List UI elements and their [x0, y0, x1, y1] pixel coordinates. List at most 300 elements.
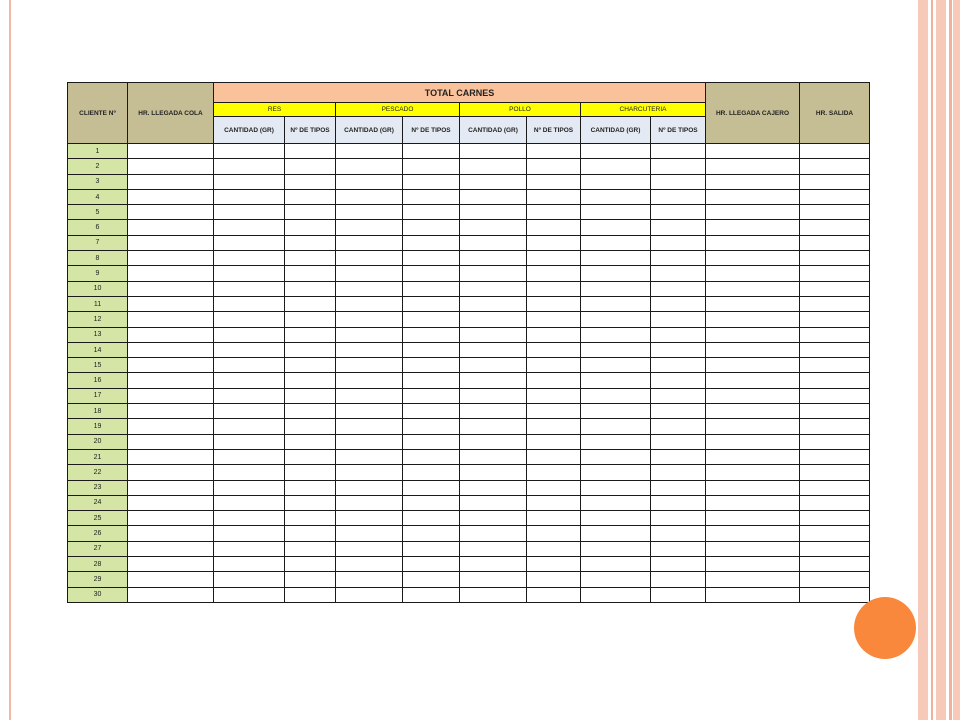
entry-cell[interactable]: [214, 342, 285, 357]
entry-cell[interactable]: [581, 144, 651, 159]
entry-cell[interactable]: [581, 572, 651, 587]
entry-cell[interactable]: [336, 572, 403, 587]
entry-cell[interactable]: [128, 174, 214, 189]
entry-cell[interactable]: [336, 144, 403, 159]
entry-cell[interactable]: [285, 358, 336, 373]
entry-cell[interactable]: [581, 358, 651, 373]
entry-cell[interactable]: [214, 174, 285, 189]
entry-cell[interactable]: [460, 541, 527, 556]
entry-cell[interactable]: [285, 404, 336, 419]
entry-cell[interactable]: [527, 541, 581, 556]
entry-cell[interactable]: [336, 312, 403, 327]
entry-cell[interactable]: [336, 465, 403, 480]
entry-cell[interactable]: [527, 388, 581, 403]
entry-cell[interactable]: [706, 159, 800, 174]
entry-cell[interactable]: [800, 312, 870, 327]
entry-cell[interactable]: [214, 557, 285, 572]
entry-cell[interactable]: [527, 342, 581, 357]
entry-cell[interactable]: [651, 327, 706, 342]
entry-cell[interactable]: [214, 434, 285, 449]
entry-cell[interactable]: [336, 480, 403, 495]
entry-cell[interactable]: [214, 358, 285, 373]
entry-cell[interactable]: [706, 434, 800, 449]
entry-cell[interactable]: [651, 174, 706, 189]
entry-cell[interactable]: [285, 296, 336, 311]
entry-cell[interactable]: [336, 266, 403, 281]
entry-cell[interactable]: [651, 587, 706, 602]
entry-cell[interactable]: [336, 404, 403, 419]
entry-cell[interactable]: [581, 404, 651, 419]
entry-cell[interactable]: [706, 266, 800, 281]
entry-cell[interactable]: [800, 144, 870, 159]
entry-cell[interactable]: [214, 495, 285, 510]
entry-cell[interactable]: [336, 327, 403, 342]
entry-cell[interactable]: [581, 189, 651, 204]
entry-cell[interactable]: [706, 572, 800, 587]
entry-cell[interactable]: [651, 144, 706, 159]
entry-cell[interactable]: [460, 526, 527, 541]
entry-cell[interactable]: [285, 205, 336, 220]
entry-cell[interactable]: [403, 312, 460, 327]
entry-cell[interactable]: [403, 189, 460, 204]
entry-cell[interactable]: [403, 342, 460, 357]
entry-cell[interactable]: [581, 174, 651, 189]
entry-cell[interactable]: [403, 159, 460, 174]
entry-cell[interactable]: [285, 419, 336, 434]
entry-cell[interactable]: [527, 419, 581, 434]
entry-cell[interactable]: [706, 511, 800, 526]
entry-cell[interactable]: [800, 266, 870, 281]
entry-cell[interactable]: [285, 572, 336, 587]
entry-cell[interactable]: [403, 465, 460, 480]
entry-cell[interactable]: [800, 251, 870, 266]
entry-cell[interactable]: [336, 205, 403, 220]
entry-cell[interactable]: [336, 189, 403, 204]
entry-cell[interactable]: [285, 312, 336, 327]
entry-cell[interactable]: [285, 388, 336, 403]
entry-cell[interactable]: [651, 251, 706, 266]
entry-cell[interactable]: [651, 388, 706, 403]
entry-cell[interactable]: [800, 205, 870, 220]
entry-cell[interactable]: [527, 296, 581, 311]
entry-cell[interactable]: [403, 434, 460, 449]
entry-cell[interactable]: [285, 281, 336, 296]
entry-cell[interactable]: [128, 159, 214, 174]
entry-cell[interactable]: [285, 266, 336, 281]
entry-cell[interactable]: [128, 251, 214, 266]
entry-cell[interactable]: [128, 541, 214, 556]
entry-cell[interactable]: [336, 220, 403, 235]
entry-cell[interactable]: [527, 404, 581, 419]
entry-cell[interactable]: [285, 465, 336, 480]
entry-cell[interactable]: [128, 205, 214, 220]
entry-cell[interactable]: [285, 495, 336, 510]
entry-cell[interactable]: [800, 434, 870, 449]
entry-cell[interactable]: [581, 281, 651, 296]
entry-cell[interactable]: [651, 220, 706, 235]
entry-cell[interactable]: [581, 266, 651, 281]
entry-cell[interactable]: [706, 312, 800, 327]
entry-cell[interactable]: [460, 511, 527, 526]
entry-cell[interactable]: [651, 465, 706, 480]
entry-cell[interactable]: [527, 587, 581, 602]
entry-cell[interactable]: [651, 541, 706, 556]
entry-cell[interactable]: [460, 296, 527, 311]
entry-cell[interactable]: [285, 526, 336, 541]
entry-cell[interactable]: [403, 266, 460, 281]
entry-cell[interactable]: [336, 296, 403, 311]
entry-cell[interactable]: [581, 419, 651, 434]
entry-cell[interactable]: [527, 312, 581, 327]
entry-cell[interactable]: [651, 511, 706, 526]
entry-cell[interactable]: [460, 480, 527, 495]
entry-cell[interactable]: [128, 266, 214, 281]
entry-cell[interactable]: [706, 404, 800, 419]
entry-cell[interactable]: [651, 572, 706, 587]
entry-cell[interactable]: [706, 205, 800, 220]
entry-cell[interactable]: [336, 419, 403, 434]
entry-cell[interactable]: [651, 159, 706, 174]
entry-cell[interactable]: [460, 557, 527, 572]
entry-cell[interactable]: [651, 235, 706, 250]
entry-cell[interactable]: [403, 144, 460, 159]
entry-cell[interactable]: [651, 358, 706, 373]
entry-cell[interactable]: [800, 541, 870, 556]
entry-cell[interactable]: [581, 159, 651, 174]
entry-cell[interactable]: [128, 434, 214, 449]
entry-cell[interactable]: [460, 281, 527, 296]
entry-cell[interactable]: [128, 388, 214, 403]
entry-cell[interactable]: [527, 205, 581, 220]
entry-cell[interactable]: [285, 557, 336, 572]
entry-cell[interactable]: [336, 587, 403, 602]
entry-cell[interactable]: [214, 404, 285, 419]
entry-cell[interactable]: [285, 251, 336, 266]
entry-cell[interactable]: [214, 449, 285, 464]
entry-cell[interactable]: [128, 220, 214, 235]
entry-cell[interactable]: [214, 189, 285, 204]
entry-cell[interactable]: [285, 449, 336, 464]
entry-cell[interactable]: [460, 144, 527, 159]
entry-cell[interactable]: [651, 205, 706, 220]
entry-cell[interactable]: [285, 434, 336, 449]
entry-cell[interactable]: [214, 281, 285, 296]
entry-cell[interactable]: [800, 449, 870, 464]
entry-cell[interactable]: [651, 495, 706, 510]
entry-cell[interactable]: [214, 159, 285, 174]
entry-cell[interactable]: [800, 159, 870, 174]
entry-cell[interactable]: [214, 144, 285, 159]
entry-cell[interactable]: [800, 342, 870, 357]
entry-cell[interactable]: [285, 342, 336, 357]
entry-cell[interactable]: [336, 235, 403, 250]
entry-cell[interactable]: [800, 465, 870, 480]
entry-cell[interactable]: [285, 220, 336, 235]
entry-cell[interactable]: [460, 495, 527, 510]
entry-cell[interactable]: [581, 587, 651, 602]
entry-cell[interactable]: [800, 373, 870, 388]
entry-cell[interactable]: [581, 465, 651, 480]
entry-cell[interactable]: [285, 235, 336, 250]
entry-cell[interactable]: [706, 526, 800, 541]
entry-cell[interactable]: [527, 526, 581, 541]
entry-cell[interactable]: [581, 342, 651, 357]
entry-cell[interactable]: [214, 526, 285, 541]
entry-cell[interactable]: [800, 235, 870, 250]
entry-cell[interactable]: [128, 312, 214, 327]
entry-cell[interactable]: [527, 327, 581, 342]
entry-cell[interactable]: [128, 526, 214, 541]
entry-cell[interactable]: [581, 373, 651, 388]
entry-cell[interactable]: [285, 174, 336, 189]
entry-cell[interactable]: [336, 159, 403, 174]
entry-cell[interactable]: [128, 572, 214, 587]
entry-cell[interactable]: [128, 358, 214, 373]
entry-cell[interactable]: [800, 587, 870, 602]
entry-cell[interactable]: [706, 495, 800, 510]
entry-cell[interactable]: [706, 480, 800, 495]
entry-cell[interactable]: [336, 449, 403, 464]
entry-cell[interactable]: [527, 144, 581, 159]
entry-cell[interactable]: [706, 449, 800, 464]
entry-cell[interactable]: [460, 465, 527, 480]
entry-cell[interactable]: [128, 144, 214, 159]
entry-cell[interactable]: [527, 434, 581, 449]
entry-cell[interactable]: [403, 587, 460, 602]
entry-cell[interactable]: [706, 587, 800, 602]
entry-cell[interactable]: [527, 235, 581, 250]
entry-cell[interactable]: [403, 251, 460, 266]
entry-cell[interactable]: [128, 495, 214, 510]
entry-cell[interactable]: [651, 189, 706, 204]
entry-cell[interactable]: [128, 465, 214, 480]
entry-cell[interactable]: [128, 449, 214, 464]
entry-cell[interactable]: [651, 434, 706, 449]
entry-cell[interactable]: [800, 480, 870, 495]
entry-cell[interactable]: [527, 159, 581, 174]
entry-cell[interactable]: [581, 434, 651, 449]
entry-cell[interactable]: [336, 434, 403, 449]
entry-cell[interactable]: [800, 281, 870, 296]
entry-cell[interactable]: [527, 511, 581, 526]
entry-cell[interactable]: [651, 312, 706, 327]
entry-cell[interactable]: [527, 449, 581, 464]
entry-cell[interactable]: [336, 358, 403, 373]
entry-cell[interactable]: [800, 174, 870, 189]
entry-cell[interactable]: [800, 511, 870, 526]
entry-cell[interactable]: [336, 251, 403, 266]
entry-cell[interactable]: [460, 159, 527, 174]
entry-cell[interactable]: [460, 358, 527, 373]
entry-cell[interactable]: [403, 495, 460, 510]
entry-cell[interactable]: [706, 327, 800, 342]
entry-cell[interactable]: [128, 281, 214, 296]
entry-cell[interactable]: [460, 342, 527, 357]
entry-cell[interactable]: [214, 388, 285, 403]
entry-cell[interactable]: [651, 404, 706, 419]
entry-cell[interactable]: [581, 449, 651, 464]
entry-cell[interactable]: [581, 480, 651, 495]
entry-cell[interactable]: [581, 526, 651, 541]
entry-cell[interactable]: [800, 526, 870, 541]
entry-cell[interactable]: [651, 557, 706, 572]
entry-cell[interactable]: [581, 557, 651, 572]
entry-cell[interactable]: [460, 587, 527, 602]
entry-cell[interactable]: [460, 434, 527, 449]
entry-cell[interactable]: [214, 480, 285, 495]
entry-cell[interactable]: [800, 404, 870, 419]
entry-cell[interactable]: [403, 526, 460, 541]
entry-cell[interactable]: [336, 511, 403, 526]
entry-cell[interactable]: [460, 419, 527, 434]
entry-cell[interactable]: [706, 465, 800, 480]
entry-cell[interactable]: [651, 281, 706, 296]
entry-cell[interactable]: [403, 281, 460, 296]
entry-cell[interactable]: [285, 144, 336, 159]
entry-cell[interactable]: [581, 388, 651, 403]
entry-cell[interactable]: [336, 526, 403, 541]
entry-cell[interactable]: [460, 205, 527, 220]
entry-cell[interactable]: [128, 373, 214, 388]
entry-cell[interactable]: [800, 557, 870, 572]
entry-cell[interactable]: [527, 189, 581, 204]
entry-cell[interactable]: [706, 342, 800, 357]
entry-cell[interactable]: [214, 220, 285, 235]
entry-cell[interactable]: [285, 327, 336, 342]
entry-cell[interactable]: [403, 174, 460, 189]
entry-cell[interactable]: [285, 189, 336, 204]
entry-cell[interactable]: [403, 572, 460, 587]
entry-cell[interactable]: [527, 281, 581, 296]
entry-cell[interactable]: [460, 235, 527, 250]
entry-cell[interactable]: [706, 220, 800, 235]
entry-cell[interactable]: [800, 296, 870, 311]
entry-cell[interactable]: [460, 312, 527, 327]
entry-cell[interactable]: [581, 541, 651, 556]
entry-cell[interactable]: [800, 327, 870, 342]
entry-cell[interactable]: [651, 480, 706, 495]
entry-cell[interactable]: [706, 419, 800, 434]
entry-cell[interactable]: [214, 419, 285, 434]
entry-cell[interactable]: [128, 587, 214, 602]
entry-cell[interactable]: [460, 220, 527, 235]
entry-cell[interactable]: [214, 205, 285, 220]
entry-cell[interactable]: [581, 327, 651, 342]
entry-cell[interactable]: [403, 557, 460, 572]
entry-cell[interactable]: [800, 495, 870, 510]
entry-cell[interactable]: [706, 251, 800, 266]
entry-cell[interactable]: [336, 388, 403, 403]
entry-cell[interactable]: [403, 511, 460, 526]
entry-cell[interactable]: [581, 296, 651, 311]
entry-cell[interactable]: [403, 220, 460, 235]
entry-cell[interactable]: [403, 419, 460, 434]
entry-cell[interactable]: [527, 480, 581, 495]
entry-cell[interactable]: [336, 495, 403, 510]
entry-cell[interactable]: [527, 174, 581, 189]
entry-cell[interactable]: [214, 235, 285, 250]
entry-cell[interactable]: [706, 388, 800, 403]
entry-cell[interactable]: [336, 342, 403, 357]
entry-cell[interactable]: [706, 235, 800, 250]
entry-cell[interactable]: [460, 189, 527, 204]
entry-cell[interactable]: [128, 480, 214, 495]
entry-cell[interactable]: [460, 266, 527, 281]
entry-cell[interactable]: [403, 388, 460, 403]
entry-cell[interactable]: [214, 511, 285, 526]
entry-cell[interactable]: [460, 327, 527, 342]
entry-cell[interactable]: [285, 159, 336, 174]
entry-cell[interactable]: [128, 327, 214, 342]
entry-cell[interactable]: [214, 312, 285, 327]
entry-cell[interactable]: [403, 327, 460, 342]
entry-cell[interactable]: [403, 373, 460, 388]
entry-cell[interactable]: [706, 541, 800, 556]
entry-cell[interactable]: [527, 251, 581, 266]
entry-cell[interactable]: [800, 572, 870, 587]
entry-cell[interactable]: [527, 220, 581, 235]
entry-cell[interactable]: [214, 541, 285, 556]
entry-cell[interactable]: [128, 235, 214, 250]
entry-cell[interactable]: [403, 449, 460, 464]
entry-cell[interactable]: [581, 220, 651, 235]
entry-cell[interactable]: [403, 235, 460, 250]
entry-cell[interactable]: [581, 251, 651, 266]
entry-cell[interactable]: [336, 541, 403, 556]
entry-cell[interactable]: [527, 358, 581, 373]
entry-cell[interactable]: [214, 572, 285, 587]
entry-cell[interactable]: [527, 465, 581, 480]
entry-cell[interactable]: [581, 205, 651, 220]
entry-cell[interactable]: [581, 312, 651, 327]
entry-cell[interactable]: [706, 144, 800, 159]
entry-cell[interactable]: [800, 189, 870, 204]
entry-cell[interactable]: [460, 388, 527, 403]
entry-cell[interactable]: [460, 373, 527, 388]
entry-cell[interactable]: [581, 235, 651, 250]
entry-cell[interactable]: [214, 266, 285, 281]
entry-cell[interactable]: [214, 373, 285, 388]
entry-cell[interactable]: [128, 296, 214, 311]
entry-cell[interactable]: [403, 296, 460, 311]
entry-cell[interactable]: [285, 511, 336, 526]
entry-cell[interactable]: [651, 342, 706, 357]
entry-cell[interactable]: [651, 373, 706, 388]
entry-cell[interactable]: [128, 404, 214, 419]
entry-cell[interactable]: [214, 587, 285, 602]
entry-cell[interactable]: [285, 541, 336, 556]
entry-cell[interactable]: [706, 358, 800, 373]
entry-cell[interactable]: [706, 174, 800, 189]
entry-cell[interactable]: [403, 541, 460, 556]
entry-cell[interactable]: [800, 220, 870, 235]
entry-cell[interactable]: [460, 251, 527, 266]
entry-cell[interactable]: [285, 587, 336, 602]
entry-cell[interactable]: [706, 296, 800, 311]
entry-cell[interactable]: [706, 189, 800, 204]
entry-cell[interactable]: [214, 465, 285, 480]
entry-cell[interactable]: [706, 557, 800, 572]
entry-cell[interactable]: [800, 358, 870, 373]
entry-cell[interactable]: [800, 419, 870, 434]
entry-cell[interactable]: [285, 373, 336, 388]
entry-cell[interactable]: [403, 205, 460, 220]
entry-cell[interactable]: [336, 174, 403, 189]
entry-cell[interactable]: [527, 266, 581, 281]
entry-cell[interactable]: [706, 373, 800, 388]
entry-cell[interactable]: [581, 495, 651, 510]
entry-cell[interactable]: [403, 404, 460, 419]
